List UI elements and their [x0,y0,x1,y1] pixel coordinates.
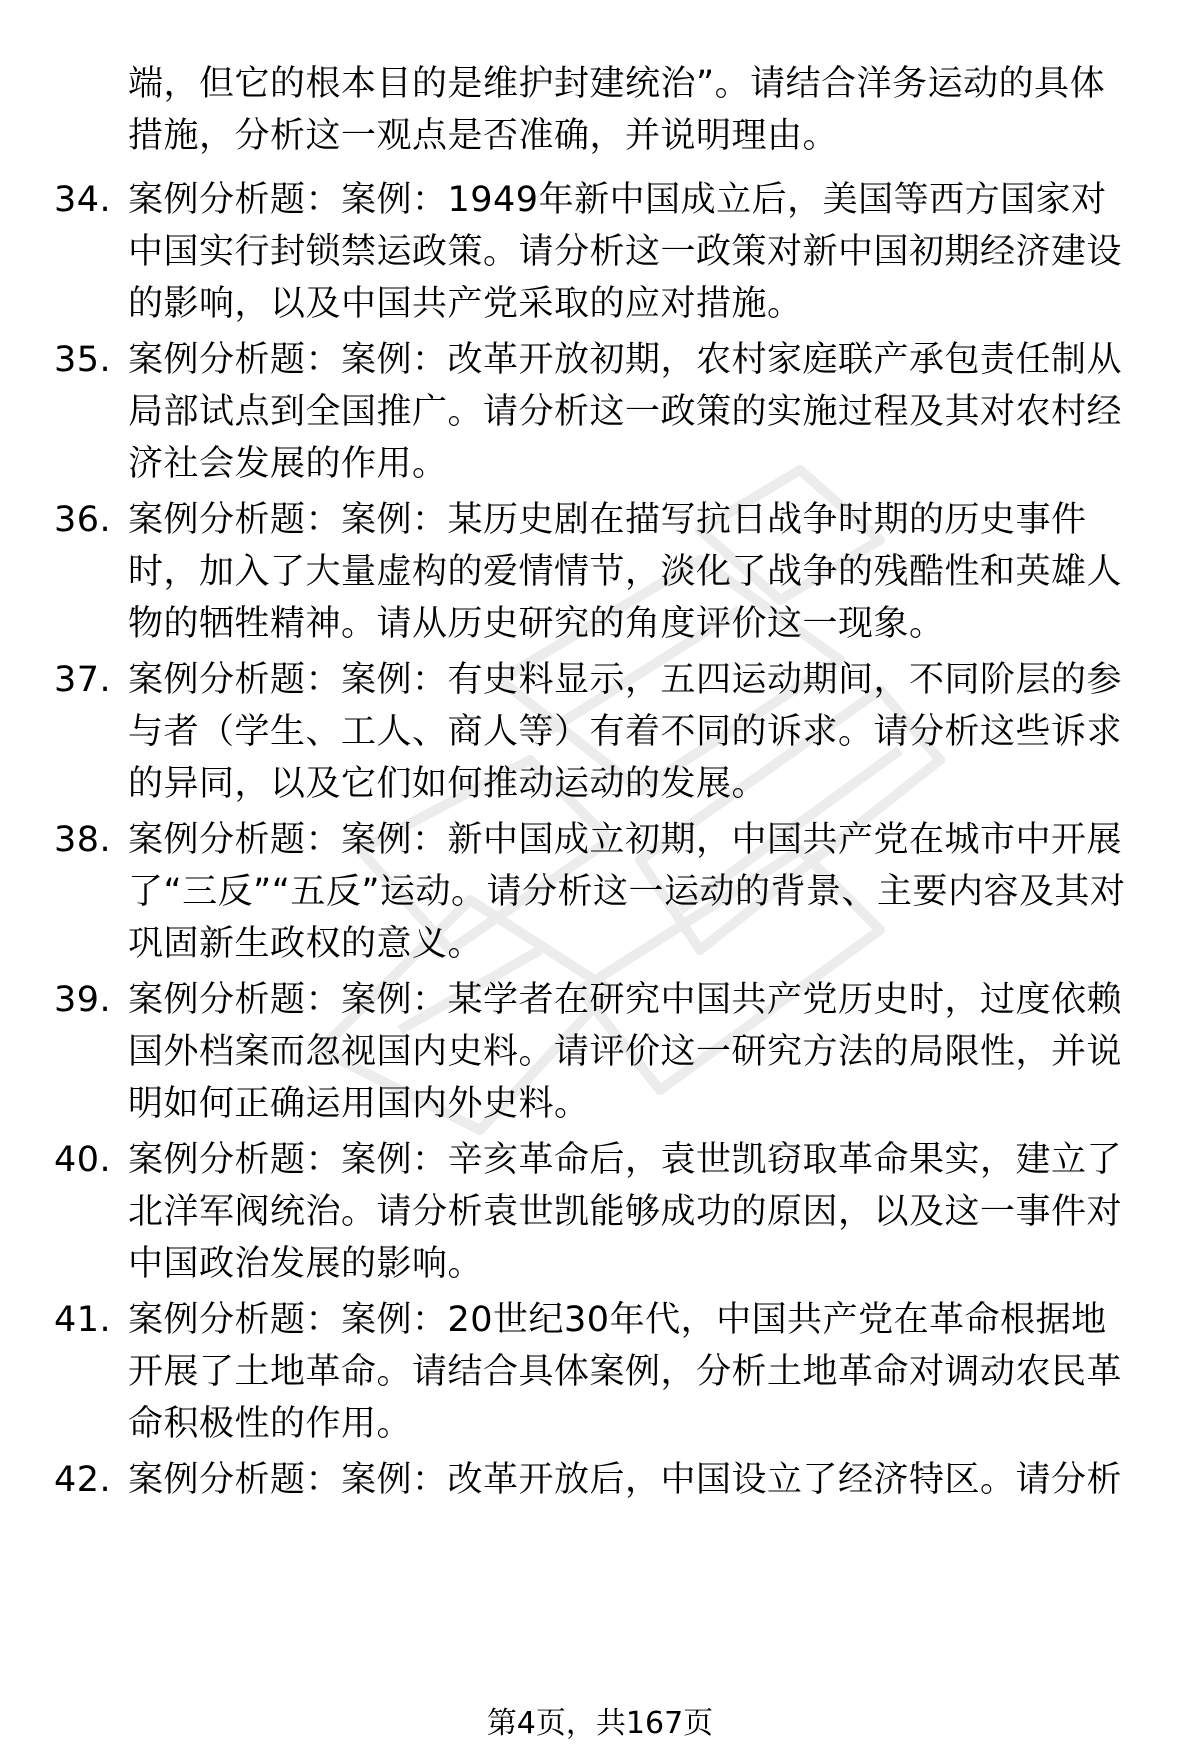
question-text: 案例分析题：案例：有史料显示，五四运动期间，不同阶层的参与者（学生、工人、商人等）有着不同的诉求。请分析这些诉求的异同，以及它们如何推动运动的发展。 [128,660,1123,804]
question-text: 案例分析题：案例：新中国成立初期，中国共产党在城市中开展了“三反”“五反”运动。请分析这一运动的背景、主要内容及其对巩固新生政权的意义。 [128,820,1126,964]
question-number: 36. [54,500,112,540]
question-number: 42. [54,1460,112,1500]
question-number: 40. [54,1140,112,1180]
question-number: 35. [54,340,112,380]
question-text: 案例分析题：案例：改革开放初期，农村家庭联产承包责任制从局部试点到全国推广。请分析这一政策的实施过程及其对农村经济社会发展的作用。 [128,340,1123,484]
question-text: 案例分析题：案例：改革开放后，中国设立了经济特区。请分析 [128,1460,1123,1500]
question-number: 39. [54,980,112,1020]
question-text: 案例分析题：案例：某历史剧在描写抗日战争时期的历史事件时，加入了大量虚构的爱情情节，淡化了战争的残酷性和英雄人物的牺牲精神。请从历史研究的角度评价这一现象。 [128,500,1123,644]
question-text: 案例分析题：案例：1949年新中国成立后，美国等西方国家对中国实行封锁禁运政策。请分析这一政策对新中国初期经济建设的影响，以及中国共产党采取的应对措施。 [128,180,1123,324]
page-footer: 第4页，共167页 [486,1706,714,1741]
question-number: 41. [54,1300,112,1340]
intro-paragraph: 端，但它的根本目的是维护封建统治”。请结合洋务运动的具体措施，分析这一观点是否准确，并说明理由。 [128,64,1106,156]
question-text: 案例分析题：案例：某学者在研究中国共产党历史时，过度依赖国外档案而忽视国内史料。请评价这一研究方法的局限性，并说明如何正确运用国内外史料。 [128,980,1123,1124]
question-text: 案例分析题：案例：辛亥革命后，袁世凯窃取革命果实，建立了北洋军阀统治。请分析袁世凯能够成功的原因，以及这一事件对中国政治发展的影响。 [128,1140,1123,1284]
question-number: 34. [54,180,112,220]
question-text: 案例分析题：案例：20世纪30年代，中国共产党在革命根据地开展了土地革命。请结合具体案例，分析土地革命对调动农民革命积极性的作用。 [128,1300,1123,1444]
question-number: 38. [54,820,112,860]
question-number: 37. [54,660,112,700]
